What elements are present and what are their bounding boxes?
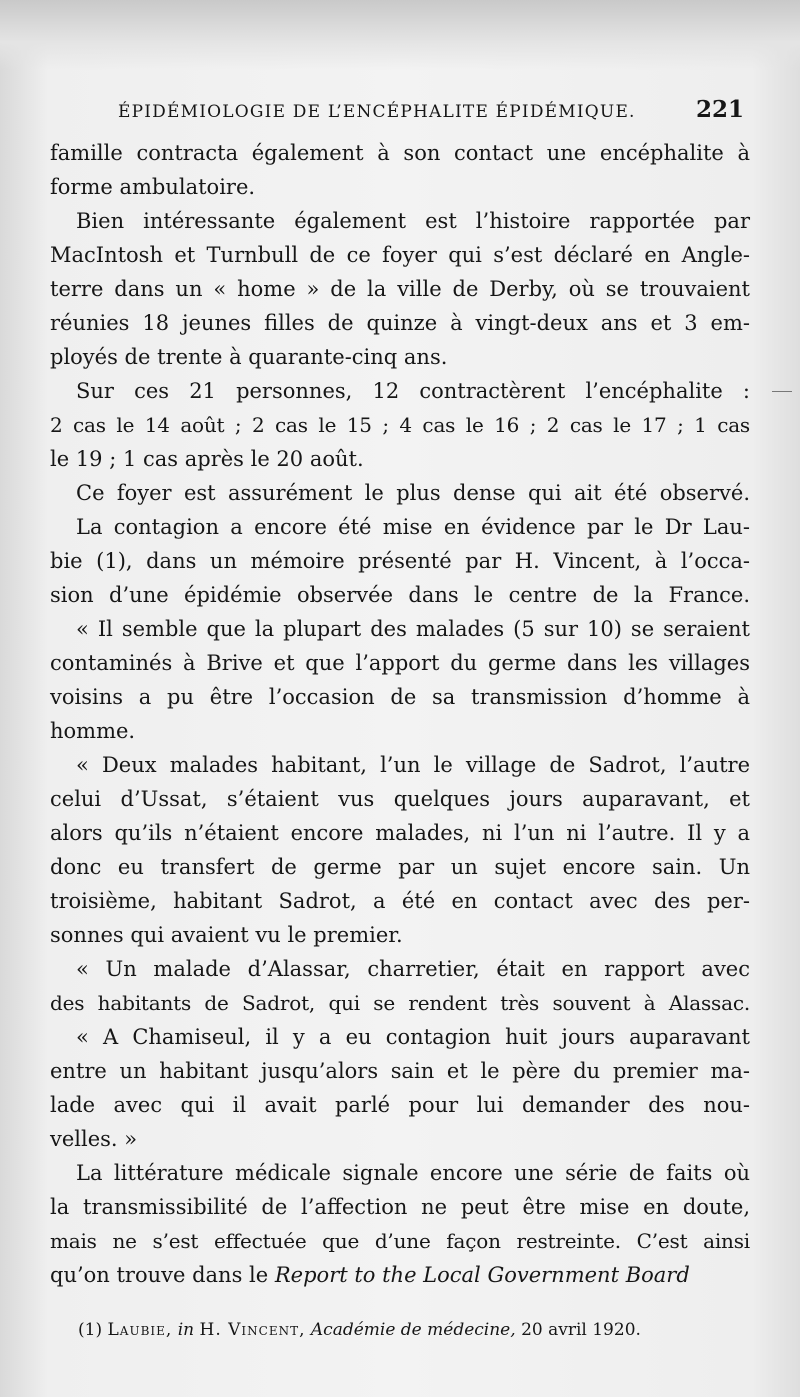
- page-header: [118, 96, 744, 132]
- text-line: sonnes qui avaient vu le premier.: [50, 923, 403, 947]
- footnote: [78, 1320, 718, 1340]
- footnote-date: 20 avril 1920.: [521, 1320, 641, 1340]
- text-line: le 19 ; 1 cas après le 20 août.: [50, 447, 364, 471]
- text-line: homme.: [50, 719, 136, 743]
- text-line: voisins a pu être l’occasion de sa transmission d’homme à: [50, 685, 750, 709]
- text-line: Bien intéressante également est l’histoire rapportée par: [76, 209, 750, 233]
- text-line: celui d’Ussat, s’étaient vus quelques jours auparavant, et: [50, 787, 750, 811]
- text-line: La littérature médicale signale encore une série de faits où: [76, 1161, 750, 1185]
- page-number: 221: [695, 96, 744, 123]
- body-text: [50, 136, 750, 1292]
- text-line: des habitants de Sadrot, qui se rendent très souvent à Alassac.: [50, 991, 750, 1015]
- text-line: sion d’une épidémie observée dans le centre de la France.: [50, 583, 750, 607]
- text-line: famille contracta également à son contact une encéphalite à: [50, 141, 750, 165]
- text-line: forme ambulatoire.: [50, 175, 256, 199]
- text-line: « Deux malades habitant, l’un le village de Sadrot, l’autre: [76, 753, 750, 777]
- text-line: Ce foyer est assurément le plus dense qui ait été observé.: [76, 481, 750, 505]
- text-line: Sur ces 21 personnes, 12 contractèrent l’encéphalite :: [76, 379, 750, 403]
- text-line-final: [50, 1258, 750, 1292]
- text-line-lead: qu’on trouve dans le: [50, 1263, 269, 1287]
- text-line: troisième, habitant Sadrot, a été en contact avec des per-: [50, 889, 750, 913]
- text-line: bie (1), dans un mémoire présenté par H. Vincent, à l’occa-: [50, 549, 750, 573]
- text-line: 2 cas le 14 août ; 2 cas le 15 ; 4 cas le 16 ; 2 cas le 17 ; 1 cas: [50, 413, 750, 437]
- footnote-author: Laubie,: [107, 1320, 173, 1340]
- text-line: « Il semble que la plupart des malades (5 sur 10) se seraient: [76, 617, 750, 641]
- text-line: La contagion a encore été mise en évidence par le Dr Lau-: [76, 515, 750, 539]
- text-line: contaminés à Brive et que l’apport du germe dans les villages: [50, 651, 750, 675]
- text-line: la transmissibilité de l’affection ne peut être mise en doute,: [50, 1195, 750, 1219]
- scan-shadow: [0, 0, 800, 70]
- text-line: alors qu’ils n’étaient encore malades, ni l’un ni l’autre. Il y a: [50, 821, 750, 845]
- text-line: « Un malade d’Alassar, charretier, était en rapport avec: [76, 957, 750, 981]
- footnote-journal: Académie de médecine,: [310, 1320, 516, 1340]
- text-line: velles. »: [50, 1127, 138, 1151]
- text-line: ployés de trente à quarante-cinq ans.: [50, 345, 448, 369]
- footnote-source: H. Vincent,: [199, 1320, 306, 1340]
- text-line: mais ne s’est effectuée que d’une façon restreinte. C’est ainsi: [50, 1229, 750, 1253]
- footnote-in: in: [177, 1320, 195, 1340]
- text-line: réunies 18 jeunes filles de quinze à vingt-deux ans et 3 em-: [50, 311, 750, 335]
- text-line: donc eu transfert de germe par un sujet encore sain. Un: [50, 855, 750, 879]
- text-line: terre dans un « home » de la ville de Derby, où se trouvaient: [50, 277, 750, 301]
- text-line: MacIntosh et Turnbull de ce foyer qui s’est déclaré en Angle-: [50, 243, 750, 267]
- text-line: lade avec qui il avait parlé pour lui demander des nou-: [50, 1093, 750, 1117]
- text-line: « A Chamiseul, il y a eu contagion huit jours auparavant: [76, 1025, 750, 1049]
- text-line: entre un habitant jusqu’alors sain et le père du premier ma-: [50, 1059, 750, 1083]
- footnote-marker: (1): [78, 1320, 103, 1340]
- running-title: ÉPIDÉMIOLOGIE DE L’ENCÉPHALITE ÉPIDÉMIQUE.: [118, 102, 636, 122]
- margin-mark: [772, 391, 792, 392]
- report-title: Report to the Local Government Board: [274, 1263, 690, 1287]
